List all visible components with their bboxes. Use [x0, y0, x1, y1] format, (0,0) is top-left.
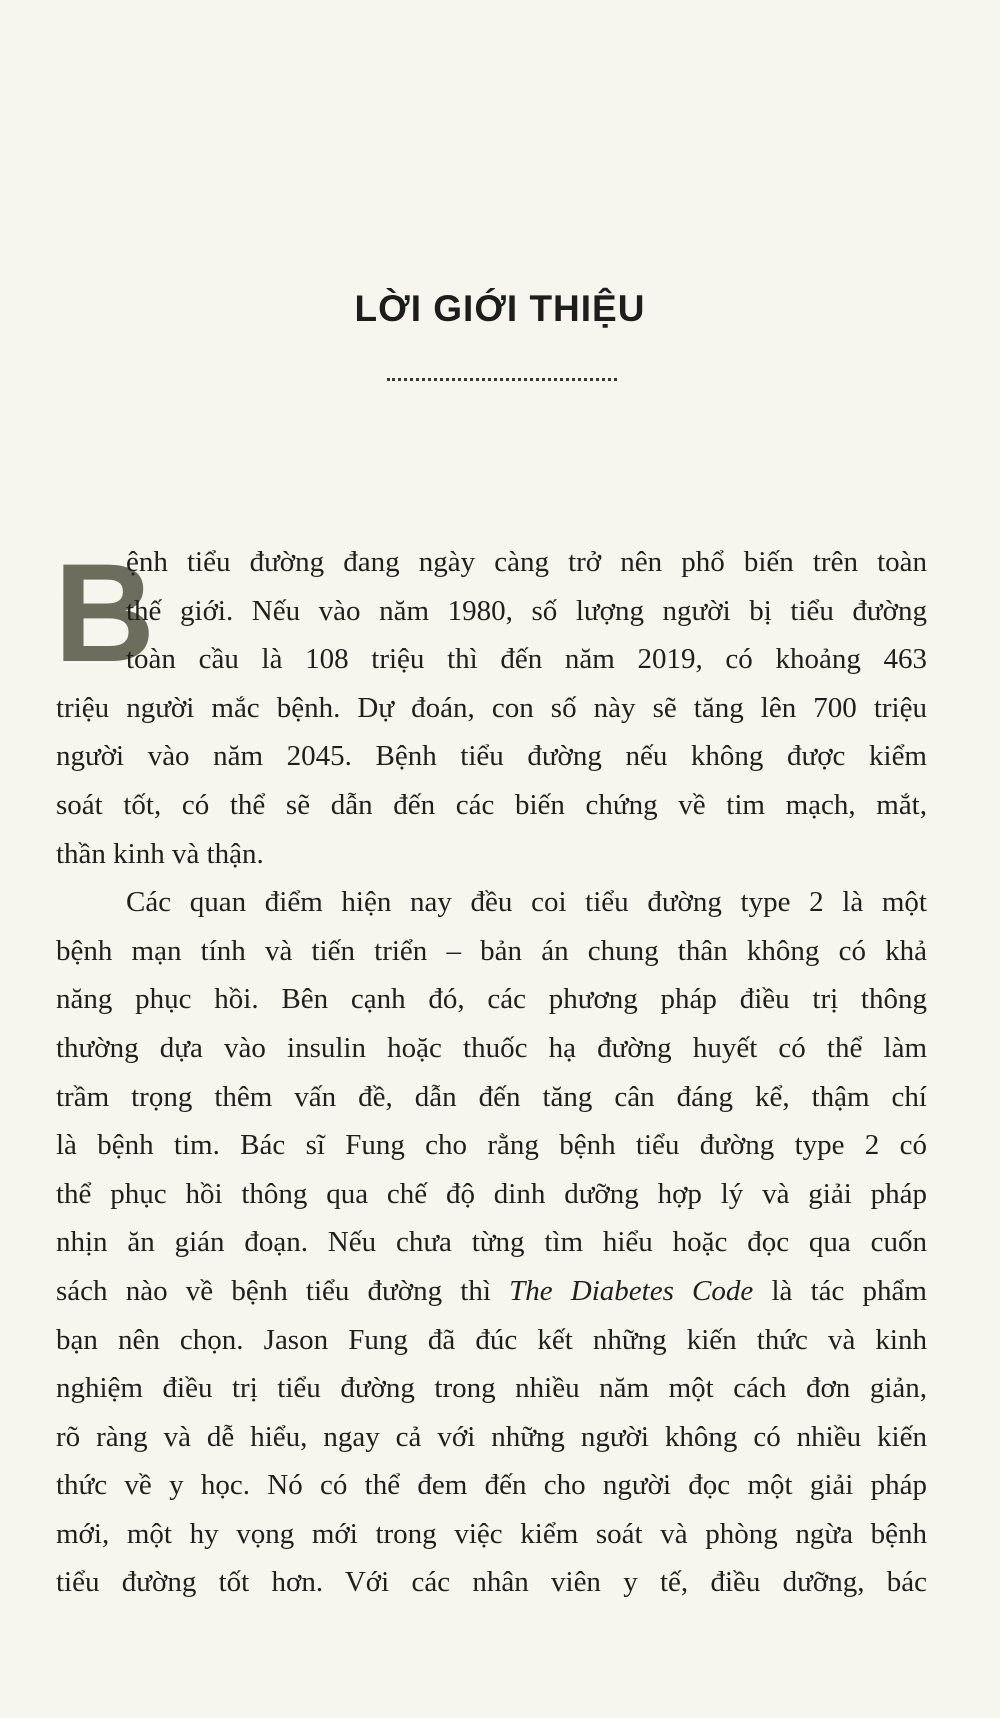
text-line: thế giới. Nếu vào năm 1980, số lượng người bị tiểu đường — [126, 594, 927, 627]
text-line: tiểu đường tốt hơn. Với các nhân viên y tế, điều dưỡng, bác — [56, 1566, 927, 1599]
text-line: trầm trọng thêm vấn đề, dẫn đến tăng cân đáng kể, thậm chí — [56, 1080, 927, 1113]
text-line: là bệnh tim. Bác sĩ Fung cho rằng bệnh tiểu đường type 2 có — [56, 1129, 927, 1162]
text-line: soát tốt, có thể sẽ dẫn đến các biến chứng về tim mạch, mắt, — [56, 788, 927, 821]
text-line: thường dựa vào insulin hoặc thuốc hạ đường huyết có thể làm — [56, 1031, 927, 1064]
text-fragment: sách nào về bệnh tiểu đường thì — [56, 1274, 510, 1307]
text-line: Các quan điểm hiện nay đều coi tiểu đường type 2 là một — [126, 886, 927, 919]
text-line-book-title — [56, 1267, 927, 1316]
text-line: ệnh tiểu đường đang ngày càng trở nên phổ biến trên toàn — [126, 546, 927, 578]
text-line: năng phục hồi. Bên cạnh đó, các phương pháp điều trị thông — [56, 983, 927, 1016]
heading-dotted-rule — [387, 378, 617, 381]
body-text — [54, 534, 927, 1607]
text-line: mới, một hy vọng mới trong việc kiểm soát và phòng ngừa bệnh — [56, 1517, 927, 1550]
text-line: thể phục hồi thông qua chế độ dinh dưỡng hợp lý và giải pháp — [56, 1177, 927, 1210]
text-line: nhịn ăn gián đoạn. Nếu chưa từng tìm hiểu hoặc đọc qua cuốn — [56, 1226, 927, 1259]
book-title: The Diabetes Code — [509, 1274, 754, 1307]
chapter-heading: LỜI GIỚI THIỆU — [354, 288, 646, 329]
text-line: nghiệm điều trị tiểu đường trong nhiều năm một cách đơn giản, — [56, 1372, 927, 1405]
text-line: bệnh mạn tính và tiến triển – bản án chung thân không có khả — [56, 934, 927, 967]
drop-cap: B — [54, 534, 156, 691]
text-line: thần kinh và thận. — [56, 837, 264, 870]
text-line: thức về y học. Nó có thể đem đến cho người đọc một giải pháp — [56, 1469, 927, 1502]
text-line: rõ ràng và dễ hiểu, ngay cả với những người không có nhiều kiến — [56, 1420, 927, 1453]
text-fragment: là tác phẩm — [753, 1274, 927, 1307]
text-line: người vào năm 2045. Bệnh tiểu đường nếu không được kiểm — [56, 740, 927, 773]
text-line: triệu người mắc bệnh. Dự đoán, con số này sẽ tăng lên 700 triệu — [56, 691, 927, 724]
text-line: toàn cầu là 108 triệu thì đến năm 2019, có khoảng 463 — [126, 643, 927, 676]
text-line: bạn nên chọn. Jason Fung đã đúc kết những kiến thức và kinh — [56, 1323, 927, 1356]
